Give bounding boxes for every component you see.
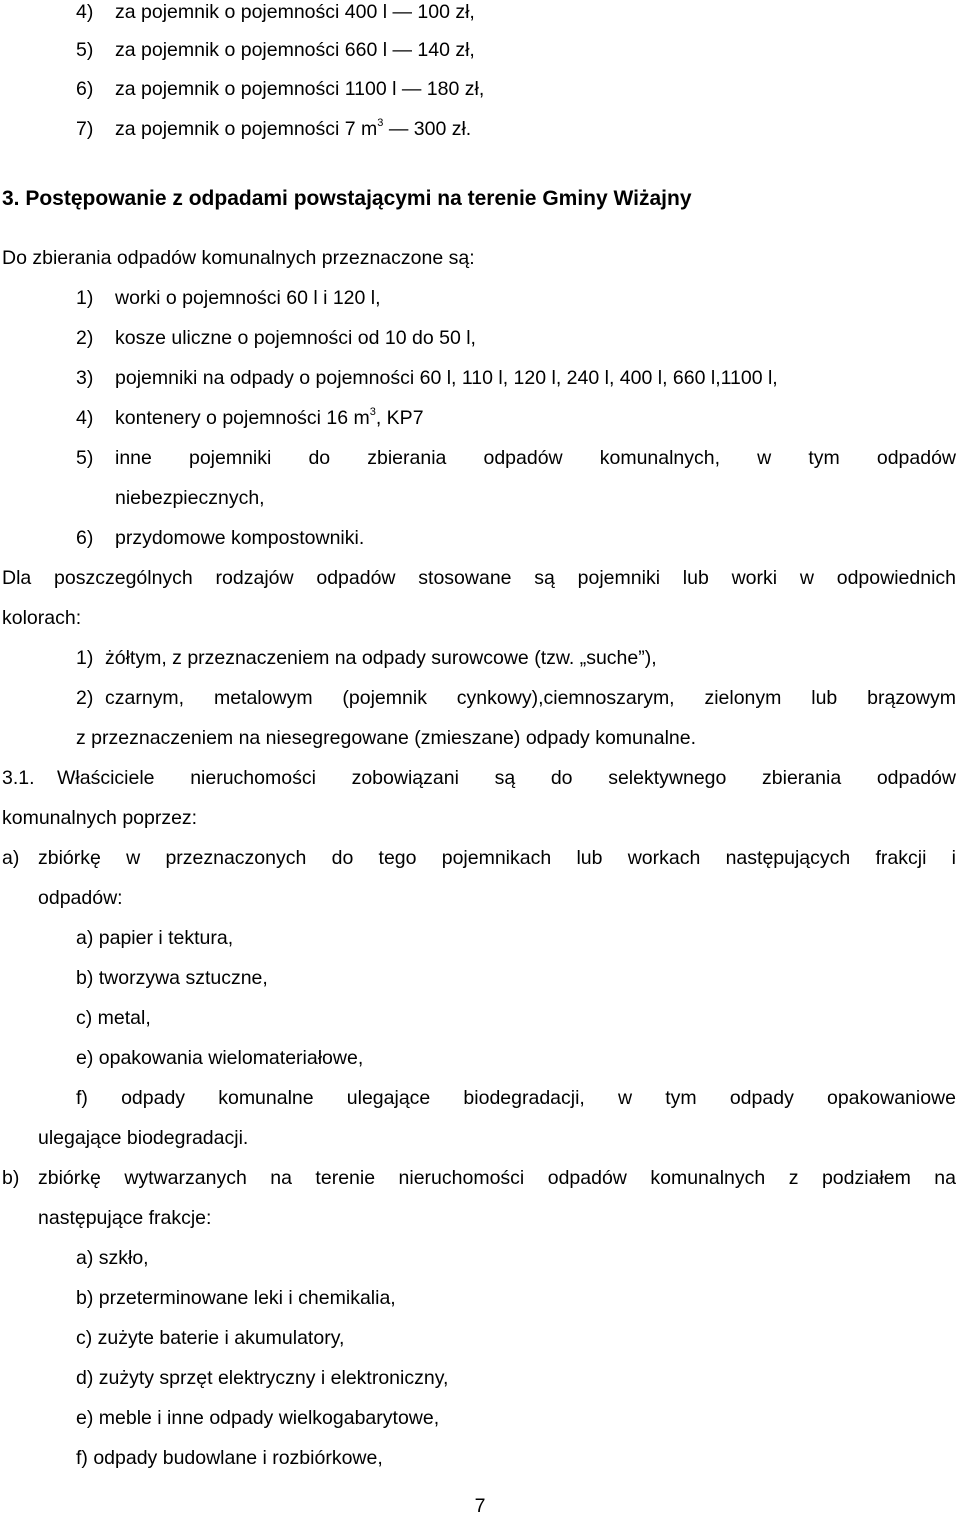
list-item-continuation: z przeznaczeniem na niesegregowane (zmieszane) odpady komunalne. <box>76 727 697 749</box>
fraction-item: c) zużyte baterie i akumulatory, <box>76 1327 345 1349</box>
fraction-item: f) odpady budowlane i rozbiórkowe, <box>76 1447 383 1469</box>
fee-text: za pojemnik o pojemności 660 l — 140 zł, <box>115 39 475 61</box>
list-marker: 1) <box>76 287 94 309</box>
list-marker: 3) <box>76 367 94 389</box>
list-item-text: kontenery o pojemności 16 m <box>115 407 370 429</box>
list-item-text: pojemniki na odpady o pojemności 60 l, 110 l, 120 l, 240 l, 400 l, 660 l,1100 l, <box>115 367 778 389</box>
fee-text: za pojemnik o pojemności 7 m <box>115 118 378 140</box>
fraction-item: e) opakowania wielomateriałowe, <box>76 1047 364 1069</box>
fraction-item-continuation: ulegające biodegradacji. <box>38 1127 249 1149</box>
superscript: 3 <box>369 406 376 418</box>
list-marker: 2) <box>76 327 94 349</box>
list-item-text: żółtym, z przeznaczeniem na odpady surowcowe (tzw. „suche”), <box>105 647 657 669</box>
paragraph: Właściciele nieruchomości zobowiązani są do selektywnego zbierania odpadów <box>57 767 956 789</box>
paragraph: Do zbierania odpadów komunalnych przeznaczone są: <box>2 247 475 269</box>
list-marker: a) <box>2 847 20 869</box>
paragraph-continuation: komunalnych poprzez: <box>2 807 198 829</box>
fee-item <box>76 117 471 141</box>
list-item <box>76 286 381 310</box>
list-marker: 6) <box>76 78 94 100</box>
fee-item <box>76 38 475 62</box>
section-heading: 3. Postępowanie z odpadami powstającymi na terenie Gminy Wiżajny <box>2 187 692 210</box>
list-item-text: worki o pojemności 60 l i 120 l, <box>115 287 381 309</box>
list-item-text: kosze uliczne o pojemności od 10 do 50 l, <box>115 327 476 349</box>
fraction-item: f) odpady komunalne ulegające biodegradacji, w tym odpady opakowaniowe <box>76 1087 956 1109</box>
fraction-item: b) przeterminowane leki i chemikalia, <box>76 1287 396 1309</box>
list-marker: 7) <box>76 118 94 140</box>
list-item <box>76 686 105 710</box>
list-marker: 5) <box>76 39 94 61</box>
list-item <box>76 526 364 550</box>
list-marker: 2) <box>76 687 94 709</box>
superscript: 3 <box>377 117 384 129</box>
fee-text: za pojemnik o pojemności 1100 l — 180 zł, <box>115 78 485 100</box>
list-marker: b) <box>2 1167 20 1189</box>
fee-text: za pojemnik o pojemności 400 l — 100 zł, <box>115 1 475 23</box>
list-item-text: przydomowe kompostowniki. <box>115 527 365 549</box>
fraction-item: b) tworzywa sztuczne, <box>76 967 268 989</box>
list-item-text: czarnym, metalowym (pojemnik cynkowy),ciemnoszarym, zielonym lub brązowym <box>105 687 956 709</box>
list-item <box>76 406 424 430</box>
list-item-text: inne pojemniki do zbierania odpadów komunalnych, w tym odpadów <box>115 447 956 469</box>
list-item <box>76 646 657 670</box>
list-item <box>76 446 115 470</box>
list-marker: 6) <box>76 527 94 549</box>
list-marker: 1) <box>76 647 94 669</box>
list-item <box>76 326 476 350</box>
paragraph: Dla poszczególnych rodzajów odpadów stosowane są pojemniki lub worki w odpowiednich <box>2 567 956 589</box>
list-item-continuation: odpadów: <box>38 887 123 909</box>
list-item-continuation: następujące frakcje: <box>38 1207 212 1229</box>
list-item-text: zbiórkę w przeznaczonych do tego pojemnikach lub workach następujących frakcji i <box>38 847 956 869</box>
list-marker: 4) <box>76 407 94 429</box>
list-item-continuation: niebezpiecznych, <box>115 487 265 509</box>
paragraph-continuation: kolorach: <box>2 607 82 629</box>
fee-text: — 300 zł. <box>383 118 472 140</box>
fraction-item: d) zużyty sprzęt elektryczny i elektroniczny, <box>76 1367 449 1389</box>
list-item <box>76 366 778 390</box>
fee-item <box>76 0 475 24</box>
fraction-item: a) szkło, <box>76 1247 149 1269</box>
list-item-text: zbiórkę wytwarzanych na terenie nieruchomości odpadów komunalnych z podziałem na <box>38 1167 956 1189</box>
fraction-item: a) papier i tektura, <box>76 927 234 949</box>
page-number: 7 <box>474 1495 486 1517</box>
fraction-item: e) meble i inne odpady wielkogabarytowe, <box>76 1407 440 1429</box>
section-number: 3.1. <box>2 767 35 789</box>
list-marker: 4) <box>76 1 94 23</box>
list-marker: 5) <box>76 447 94 469</box>
fee-item <box>76 77 484 101</box>
fraction-item: c) metal, <box>76 1007 151 1029</box>
list-item-text: , KP7 <box>375 407 424 429</box>
